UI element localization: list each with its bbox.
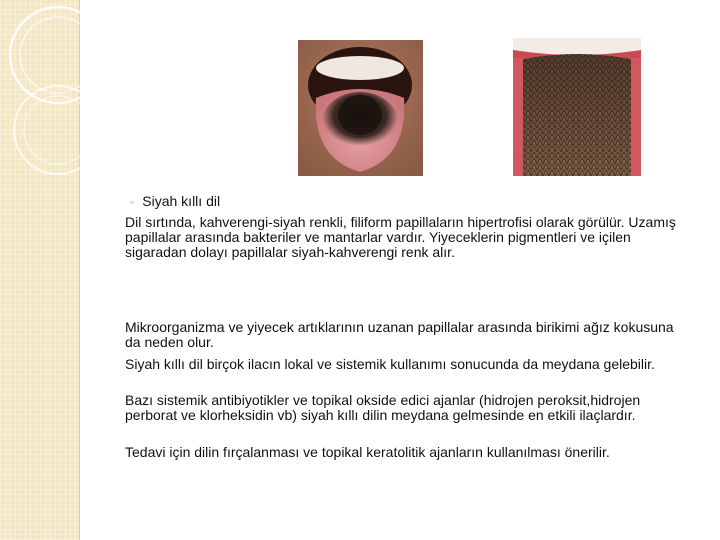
list-item-text: Siyah kıllı dil birçok ilacın lokal ve sistemik kullanımı sonucunda da meydana gelebilir. (125, 356, 655, 372)
list-item (107, 393, 687, 423)
list-item (107, 215, 687, 260)
list-item-text: Tedavi için dilin fırçalanması ve topikal keratolitik ajanların kullanılması önerilir. (125, 444, 610, 460)
list-item-text: Mikroorganizma ve yiyecek artıklarının uzanan papillalar arasında birikimi ağız kokusuna da neden olur. (125, 319, 674, 350)
list-item-text: Bazı sistemik antibiyotikler ve topikal okside edici ajanlar (hidrojen peroksit,hidrojen perborat ve klorheksidin vb) siyah kıllı dilin meydana gelmesinde en etkili ilaçlardır. (125, 392, 641, 423)
sub-bullet-heading (130, 193, 220, 210)
list-item (107, 445, 687, 460)
sub-bullet-text: Siyah kıllı dil (142, 193, 221, 209)
list-item (107, 320, 687, 350)
hairy-tongue-photo-closeup (513, 38, 641, 176)
black-tongue-photo-front (298, 40, 423, 176)
list-item-text: Dil sırtında, kahverengi-siyah renkli, filiform papillaların hipertrofisi olarak görülür. Uzamış papillalar arasında bakteriler ve mantarlar vardır. Yiyeceklerin pigmentleri ve içilen sigaradan dolayı papillalar siyah-kahverengi renk alır. (125, 214, 676, 260)
decorative-circles (0, 0, 160, 220)
list-item (107, 357, 687, 372)
ring-bullet-icon: ◦ (130, 195, 135, 209)
